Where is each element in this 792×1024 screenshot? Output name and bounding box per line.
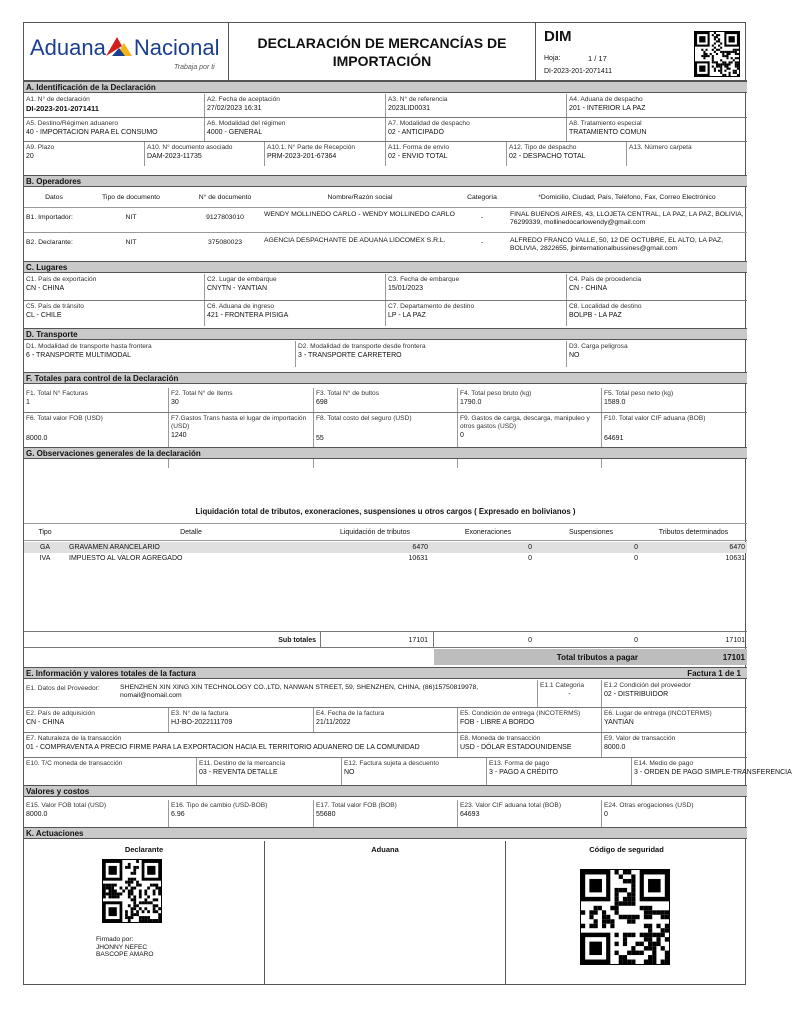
- tributo-row-iva: IVA IMPUESTO AL VALOR AGREGADO 10631 0 0 10631: [39, 555, 745, 562]
- section-a-row-3: [24, 142, 747, 166]
- field-a12: A12. Tipo de despacho 02 - DESPACHO TOTAL: [507, 142, 627, 166]
- section-f-row-2: [24, 413, 747, 468]
- section-e-row-3: [24, 733, 747, 758]
- field-f9: F9. Gastos de carga, descarga, manipuleo y otros gastos (USD) 0: [458, 413, 602, 468]
- section-c-row-2: [24, 301, 747, 326]
- field-f4: F4. Total peso bruto (kg) 1790.0: [458, 388, 602, 412]
- field-e1-2: E1.2 Condición del proveedor 02 - DISTRIBUIDOR: [604, 682, 691, 698]
- field-a8: A8. Tratamiento especial TRATAMIENTO COMUN: [569, 120, 647, 136]
- field-a1: A1. N° de declaración DI-2023-201-2071411: [24, 94, 205, 117]
- header: [24, 23, 747, 81]
- doc-number: DI-2023-201-2071411: [544, 68, 612, 75]
- field-a7: A7. Modalidad de despacho 02 - ANTICIPADO: [386, 118, 567, 141]
- field-c4: C4. País de procedencia CN - CHINA: [569, 276, 642, 292]
- field-e14: E14. Medio de pago 3 - ORDEN DE PAGO SIMPLE-TRANSFERENCIA: [634, 760, 792, 776]
- field-e24: E24. Otras erogaciones (USD) 0: [604, 802, 694, 818]
- field-e15: E15. Valor FOB total (USD) 8000.0: [24, 800, 169, 827]
- field-a10: A10. N° documento asociado DAM-2023-11735: [145, 142, 265, 166]
- field-c8: C8. Localidad de destino BOLPB - LA PAZ: [569, 303, 642, 319]
- declarant-row: B2. Declarante: NIT 375080023 AGENCIA DESPACHANTE DE ADUANA LIDCOMEX S.R.L. - ALFREDO FRANCO VALLE, 50, 12 DE OCTUBRE, EL ALTO, LA PAZ, BOLIVIA, 2822655, jbinternationalbussines@gmail.com: [26, 237, 724, 253]
- field-e6: E6. Lugar de entrega (INCOTERMS) YANTIAN: [604, 710, 712, 726]
- field-d2: D2. Modalidad de transporte desde frontera 3 - TRANSPORTE CARRETERO: [296, 341, 567, 367]
- factura-counter: Factura 1 de 1: [687, 669, 741, 678]
- field-e17: E17. Total valor FOB (BOB) 55680: [314, 800, 458, 827]
- field-c2: C2. Lugar de embarque CNYTN - YANTIAN: [205, 274, 386, 300]
- field-a11: A11. Forma de envío 02 - ENVIO TOTAL: [386, 142, 507, 166]
- field-f5: F5. Total peso neto (kg) 1589.0: [604, 390, 674, 406]
- field-e9: E9. Valor de transacción 8000.0: [604, 735, 676, 751]
- section-k-header: K. Actuaciones: [24, 827, 747, 839]
- aduana-box: Aduana: [265, 841, 506, 985]
- section-f-row-1: [24, 388, 747, 413]
- field-a4: A4. Aduana de despacho 201 - INTERIOR LA PAZ: [569, 96, 646, 112]
- field-e7: E7. Naturaleza de la transacción 01 - COMPRAVENTA A PRECIO FIRME PARA LA EXPORTACION HACIA EL TERRITORIO ADUANERO DE LA COMUNIDAD: [24, 733, 458, 757]
- importer-row: B1. Importador: NIT 9127803010 WENDY MOLLINEDO CARLO - WENDY MOLLINEDO CARLO - FINAL BUENOS AIRES, 43, LLOJETA CENTRAL, LA PAZ, LA PAZ, BOLIVIA, 76299339, mollinedocarlowendy@gmail.com: [24, 209, 747, 233]
- document-title: DECLARACIÓN DE MERCANCÍAS DE IMPORTACIÓN: [229, 23, 536, 81]
- section-d-row-1: [24, 341, 747, 367]
- section-e-row-1: [24, 680, 747, 708]
- tributo-row-ga: GA GRAVAMEN ARANCELARIO 6470 0 0 6470: [24, 542, 747, 553]
- security-qr-icon: [580, 869, 670, 965]
- section-a-row-2: [24, 118, 747, 142]
- field-c1: C1. País de exportación CN - CHINA: [24, 274, 205, 300]
- field-a13: A13. Número carpeta: [629, 144, 692, 151]
- field-e5: E5. Condición de entrega (INCOTERMS) FOB - LIBRE A BORDO: [458, 708, 602, 732]
- section-e-header: E. Información y valores totales de la factura Factura 1 de 1: [24, 667, 747, 679]
- field-e13: E13. Forma de pago 3 - PAGO A CRÉDITO: [487, 758, 632, 785]
- dim-box: [536, 23, 747, 81]
- field-a3: A3. N° de referencia 2023LID0031: [386, 94, 567, 117]
- field-f10: F10. Total valor CIF aduana (BOB) 64691: [604, 415, 706, 442]
- field-e10: E10. T/C moneda de transacción: [24, 758, 197, 785]
- field-f3: F3. Total N° de bultos 698: [314, 388, 458, 412]
- section-e-row-4: [24, 758, 792, 785]
- subtotal-row: Sub totales 17101 0 0 17101: [24, 631, 747, 648]
- field-f7: F7.Gastos Trans hasta el lugar de importación (USD) 1240: [169, 413, 314, 468]
- total-tributos: 17101: [722, 653, 745, 662]
- logo-tagline: Trabaja por ti: [174, 64, 215, 71]
- field-e4: E4. Fecha de la factura 21/11/2022: [314, 708, 458, 732]
- section-d-header: D. Transporte: [24, 328, 747, 340]
- field-f6: F6. Total valor FOB (USD) 8000.0: [24, 413, 169, 468]
- hoja-value: 1 / 17: [588, 54, 607, 63]
- aduana-logo: Aduana Nacional Trabaja por ti: [24, 23, 229, 81]
- section-a-header: A. Identificación de la Declaración: [24, 81, 747, 93]
- signatures-area: [24, 841, 747, 985]
- section-a-row-1: [24, 94, 747, 118]
- field-c5: C5. País de tránsito CL - CHILE: [24, 301, 205, 326]
- field-e1: E1. Datos del Proveedor: SHENZHEN XIN XING XIN TECHNOLOGY CO.,LTD, NANWAN STREET, 59, SHENZHEN, CHINA, (86)15750819978, nomail@nomail.com: [24, 680, 538, 707]
- total-row: Total tributos a pagar 17101: [24, 649, 747, 665]
- field-e16: E16. Tipo de cambio (USD-BOB) 6.96: [169, 800, 314, 827]
- declarante-box: Declarante Firmado por: JHONNY NEFEC BASCOPE AMARO: [24, 841, 265, 985]
- field-e3: E3. N° de la factura HJ-BO-2022111709: [169, 708, 314, 732]
- hoja-label: Hoja:: [544, 55, 561, 62]
- section-c-header: C. Lugares: [24, 261, 747, 273]
- field-f8: F8. Total costo del seguro (USD) 55: [314, 413, 458, 468]
- field-d3: D3. Carga peligrosa NO: [569, 343, 628, 359]
- section-c-row-1: [24, 274, 747, 301]
- field-f2: F2. Total N° de ítems 30: [169, 388, 314, 412]
- liquidacion-title: Liquidación total de tributos, exoneraciones, suspensiones u otros cargos ( Expresado en bolivianos ): [195, 507, 576, 516]
- field-c7: C7. Departamento de destino LP - LA PAZ: [386, 301, 567, 326]
- field-a9: A9. Plazo 20: [24, 142, 145, 166]
- declaration-page: [23, 22, 792, 985]
- section-b-header: B. Operadores: [24, 175, 747, 187]
- field-e12: E12. Factura sujeta a descuento NO: [342, 758, 487, 785]
- field-e2: E2. País de adquisición CN - CHINA: [24, 708, 169, 732]
- valores-row-1: [24, 800, 747, 827]
- operators-header-row: Datos Tipo de documento N° de documento Nombre/Razón social Categoría *Domicilio, Ciudad, País, Teléfono, Fax, Correo Electrónico: [24, 188, 747, 208]
- section-g-header: G. Observaciones generales de la declaración: [24, 447, 747, 459]
- field-c3: C3. Fecha de embarque 15/01/2023: [386, 274, 567, 300]
- field-a2: A2. Fecha de aceptación 27/02/2023 16:31: [205, 94, 386, 117]
- codigo-seguridad-box: Código de seguridad: [506, 841, 747, 985]
- qr-code-icon: [694, 31, 740, 77]
- logo-triangle-icon: [104, 35, 134, 57]
- doc-type: DIM: [544, 28, 572, 45]
- field-a5: A5. Destino/Régimen aduanero 40 - IMPORTACION PARA EL CONSUMO: [24, 118, 205, 141]
- field-e23: E23. Valor CIF aduana total (BOB) 64693: [458, 800, 602, 827]
- field-e1-1: E1.1 Categoria -: [538, 680, 602, 707]
- field-a6: A6. Modalidad del régimen 4000 - GENERAL: [205, 118, 386, 141]
- section-e-row-2: [24, 708, 747, 733]
- declarante-qr-icon: [102, 859, 162, 923]
- field-f1: F1. Total N° Facturas 1: [24, 388, 169, 412]
- firma-text: Firmado por: JHONNY NEFEC BASCOPE AMARO: [96, 936, 154, 959]
- section-f-header: F. Totales para control de la Declaración: [24, 372, 747, 384]
- field-c6: C6. Aduana de ingreso 421 - FRONTERA PISIGA: [205, 301, 386, 326]
- field-d1: D1. Modalidad de transporte hasta frontera 6 - TRANSPORTE MULTIMODAL: [24, 341, 296, 367]
- field-e11: E11. Destino de la mercancía 03 - REVENTA DETALLE: [197, 758, 342, 785]
- valores-header: Valores y costos: [24, 785, 747, 797]
- field-a10-1: A10.1. N° Parte de Recepción PRM-2023-201-67364: [265, 142, 386, 166]
- tributos-header-row: Tipo Detalle Liquidación de tributos Exoneraciones Suspensiones Tributos determinados: [24, 523, 747, 541]
- field-e8: E8. Moneda de transacción USD - DÓLAR ESTADOUNIDENSE: [458, 733, 602, 757]
